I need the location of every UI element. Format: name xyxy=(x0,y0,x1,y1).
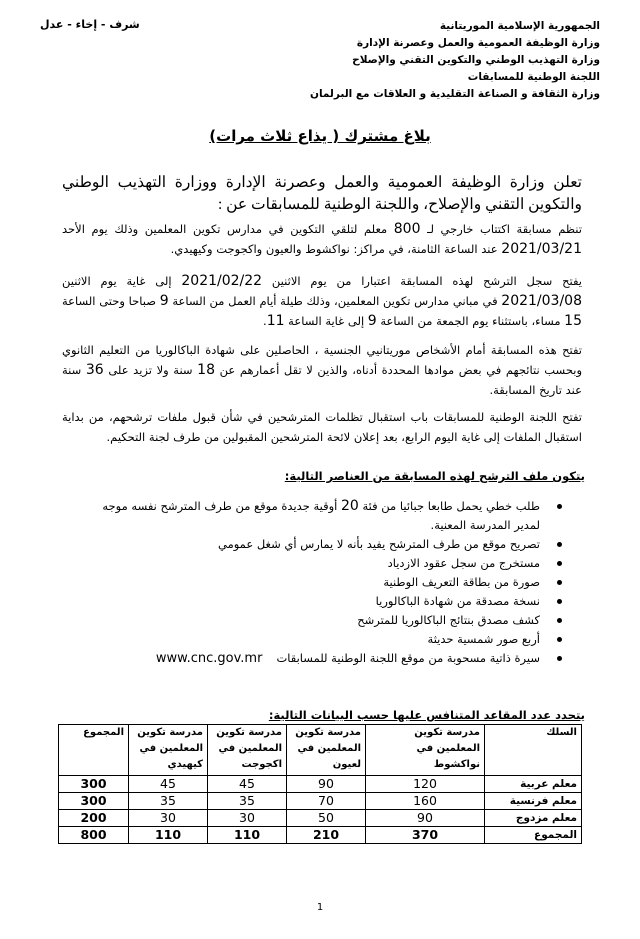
cell-total: 800 xyxy=(59,827,129,844)
bullet-icon xyxy=(557,580,562,585)
cell-kaedi: 30 xyxy=(129,810,208,827)
cell-akjoujt: 30 xyxy=(208,810,287,827)
bullet-icon xyxy=(557,637,562,642)
bullet-icon xyxy=(557,618,562,623)
table-row xyxy=(59,776,582,793)
table-total-row xyxy=(59,827,582,844)
bullet-icon xyxy=(557,561,562,566)
competition-paragraph: تنظم مسابقة اكتتاب خارجي لـ 800 معلم لتلقي التكوين في مدارس تكوين المعلمين وذلك يوم الأحد 2021/03/21 عند الساعة الثامنة، في مراكز: نواكشوط والعيون واكجوجت وكيهيدي. xyxy=(62,221,582,257)
list-item: مستخرج من سجل عقود الازدياد xyxy=(85,554,540,573)
table-header-row xyxy=(59,725,582,776)
bullet-icon xyxy=(557,542,562,547)
national-motto: شرف - إخاء - عدل xyxy=(40,18,140,31)
bullet-icon xyxy=(557,656,562,661)
list-item: نسخة مصدقة من شهادة الباكالوريا xyxy=(85,592,540,611)
cell-nouakchott: 370 xyxy=(366,827,485,844)
seats-heading: يتحدد عدد المقاعد المتنافس عليها حسب البيانات التالية: xyxy=(268,708,585,722)
committee-website-link[interactable]: www.cnc.gov.mr xyxy=(155,651,263,666)
document-title: بلاغ مشترك ( يذاع ثلاث مرات) xyxy=(209,127,431,145)
col-header-corps: السلك xyxy=(485,725,582,776)
eligibility-paragraph: تفتح هذه المسابقة أمام الأشخاص موريتانيي الجنسية ، الحاصلين على شهادة الباكالوريا من التعليم الثانوي وبحسب نتائجهم في بعض موادها المحددة أدناه، والذين لا تقل أعمارهم عن 18 سنة ولا تزيد على 36 سنة عند تاريخ المسابقة. xyxy=(62,343,582,397)
cell-kaedi: 45 xyxy=(129,776,208,793)
row-label: معلم فرنسية xyxy=(485,793,582,810)
list-item: تصريح موقع من طرف المترشح يفيد بأنه لا يمارس أي شغل عمومي xyxy=(85,535,540,554)
cell-nouakchott: 120 xyxy=(366,776,485,793)
list-item: كشف مصدق بنتائج الباكالوريا للمترشح xyxy=(85,611,540,630)
cell-kaedi: 35 xyxy=(129,793,208,810)
row-label: معلم مزدوج xyxy=(485,810,582,827)
intro-paragraph: تعلن وزارة الوظيفة العمومية والعمل وعصرنة الإدارة ووزارة التهذيب الوطني والتكوين التقني والإصلاح، واللجنة الوطنية للمسابقات عن : xyxy=(62,174,582,213)
appeals-paragraph: تفتح اللجنة الوطنية للمسابقات باب استقبال تظلمات المترشحين في شأن قبول ملفات ترشحهم، من بداية استقبال الملفات إلى غاية اليوم الرابع، بعد إعلان لائحة المترشحين المقبولين من طرف لجنة التحكيم. xyxy=(62,410,582,444)
row-label: المجموع xyxy=(485,827,582,844)
col-header-nouakchott: مدرسة تكوين المعلمين في نواكشوط xyxy=(366,725,485,776)
list-item: أربع صور شمسية حديثة xyxy=(85,630,540,649)
cell-akjoujt: 45 xyxy=(208,776,287,793)
cell-akjoujt: 35 xyxy=(208,793,287,810)
cell-total: 300 xyxy=(59,776,129,793)
cell-kaedi: 110 xyxy=(129,827,208,844)
requirements-list xyxy=(85,497,540,668)
republic-name: الجمهورية الإسلامية الموريتانية xyxy=(439,20,600,32)
table-row xyxy=(59,810,582,827)
ministry-public-service: وزارة الوظيفة العمومية والعمل وعصرنة الإدارة xyxy=(356,37,600,49)
col-header-aioun: مدرسة تكوين المعلمين في لعيون xyxy=(287,725,366,776)
page-number: 1 xyxy=(316,902,324,913)
cell-nouakchott: 90 xyxy=(366,810,485,827)
list-item: طلب خطي يحمل طابعا جبائيا من فئة 20 أوقية جديدة موقع من طرف المترشح نفسه موجه لمدير المدرسة المعنية. xyxy=(85,497,540,535)
cell-aioun: 50 xyxy=(287,810,366,827)
issuing-authorities xyxy=(310,18,600,103)
bullet-icon xyxy=(557,599,562,604)
cell-total: 300 xyxy=(59,793,129,810)
cell-aioun: 70 xyxy=(287,793,366,810)
bullet-icon xyxy=(557,504,562,509)
cell-nouakchott: 160 xyxy=(366,793,485,810)
letterhead xyxy=(40,18,600,118)
col-header-total: المجموع xyxy=(59,725,129,776)
cell-total: 200 xyxy=(59,810,129,827)
cell-aioun: 210 xyxy=(287,827,366,844)
file-requirements-heading: يتكون ملف الترشح لهذه المسابقة من العناصر التالية: xyxy=(284,469,585,483)
seats-table xyxy=(58,724,582,844)
table-row xyxy=(59,793,582,810)
cell-aioun: 90 xyxy=(287,776,366,793)
row-label: معلم عربية xyxy=(485,776,582,793)
ministry-culture: وزارة الثقافة و الصناعة التقليدية و العلاقات مع البرلمان xyxy=(309,88,600,100)
list-item: صورة من بطاقة التعريف الوطنية xyxy=(85,573,540,592)
col-header-kaedi: مدرسة تكوين المعلمين في كيهيدي xyxy=(129,725,208,776)
ministry-education: وزارة التهذيب الوطني والتكوين التقني والإصلاح xyxy=(352,54,600,66)
list-item: سيرة ذاتية مسحوبة من موقع اللجنة الوطنية للمسابقاتwww.cnc.gov.mr xyxy=(85,649,540,668)
cell-akjoujt: 110 xyxy=(208,827,287,844)
col-header-akjoujt: مدرسة تكوين المعلمين في اكجوجت xyxy=(208,725,287,776)
registration-paragraph: يفتح سجل الترشح لهذه المسابقة اعتبارا من يوم الاثنين 2021/02/22 إلى غاية يوم الاثنين 2021/03/08 في مباني مدارس تكوين المعلمين، وذلك طيلة أيام العمل من الساعة 9 صباحا وحتى الساعة 15 مساء، باستثناء يوم الجمعة من الساعة 9 إلى غاية الساعة 11. xyxy=(62,273,583,329)
national-exam-committee: اللجنة الوطنية للمسابقات xyxy=(467,71,600,83)
